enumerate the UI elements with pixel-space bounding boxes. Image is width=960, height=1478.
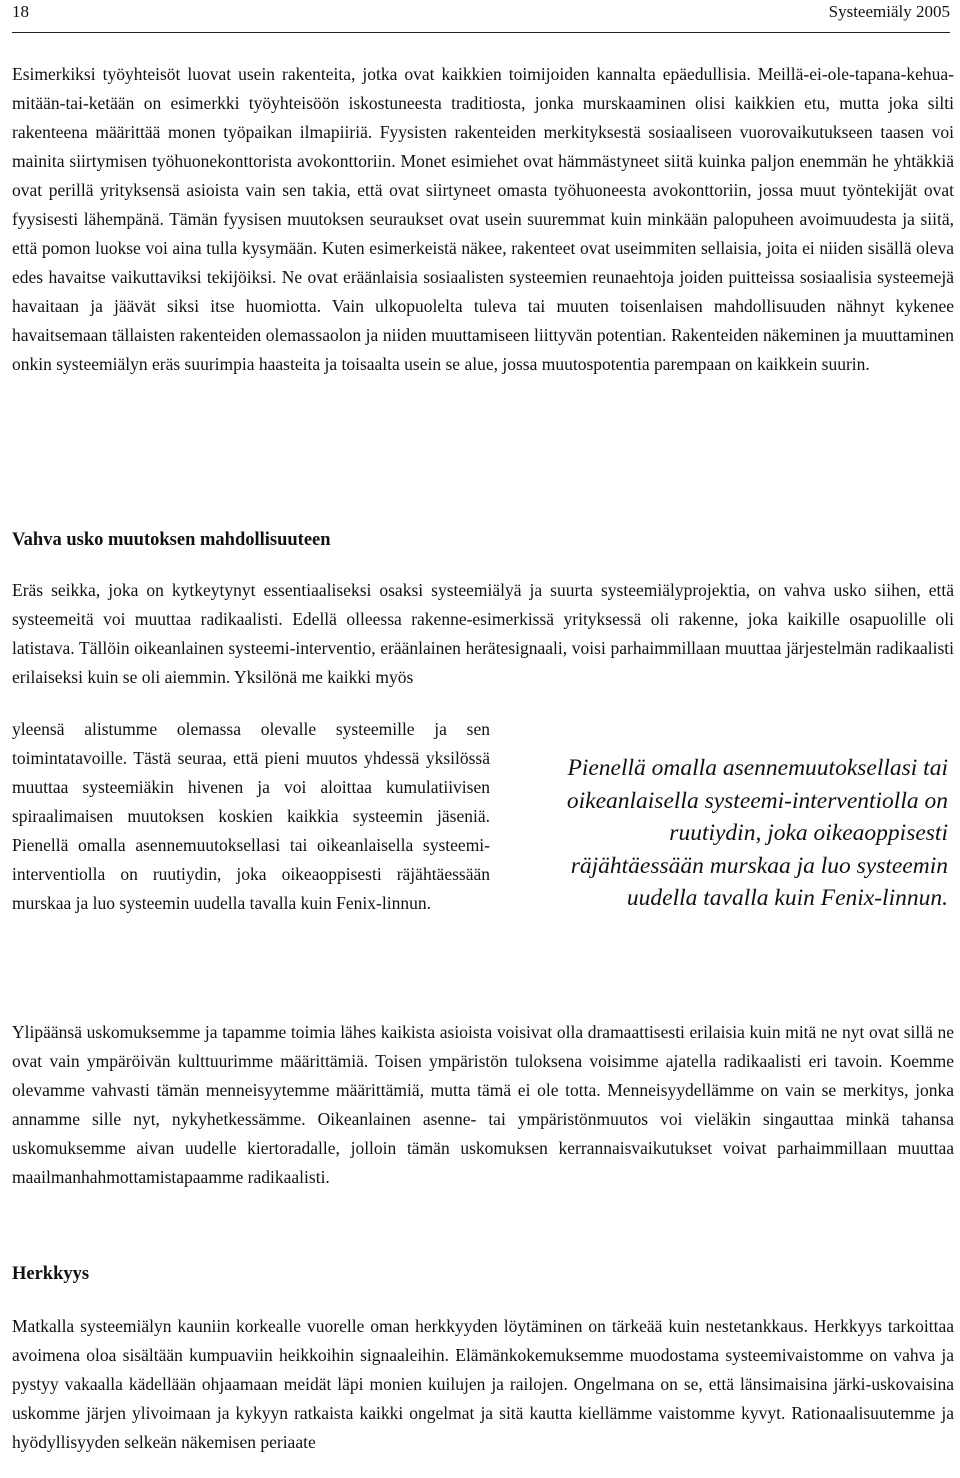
publication-title: Systeemiäly 2005: [828, 2, 950, 21]
paragraph-belief-in-change-continued: yleensä alistumme olemassa olevalle systeemille ja sen toimintatavoille. Tästä seuraa, että pieni muutos yhdessä yksilössä muuttaa systeemiäkin hivenen ja voi aloittaa kumulatiivisen spiraalimaisen muutoksen koskien kaikkia systeemin jäseniä. Pienellä omalla asennemuutoksellasi tai oikeanlaisella systeemi-interventiolla on ruutiydin, joka oikeaoppisesti räjähtäessään murskaa ja luo systeemin uudella tavalla kuin Fenix-linnun.: [12, 719, 490, 913]
paragraph-structures: Esimerkiksi työyhteisöt luovat usein rakenteita, jotka ovat kaikkien toimijoiden kannalta epäedullisia. Meillä-ei-ole-tapana-kehua-mitään-tai-ketään on esimerkki työyhteisöön iskostuneesta traditiosta, jonka murskaaminen olisi kaikkien etu, mutta joka silti rakenteena määrittää monen työpaikan ilmapiiriä. Fyysisten rakenteiden merkityksestä sosiaaliseen vuorovaikutukseen taasen voi mainita siirtymisen työhuonekonttorista avokonttoriin. Monet esimiehet ovat hämmästyneet siitä kuinka paljon enemmän he yhtäkkiä ovat perillä yrityksensä asioista vain sen takia, että ovat siirtyneet omasta työhuoneesta avokonttoriin, jossa muut työntekijät ovat fyysisesti lähempänä. Tämän fyysisen muutoksen seuraukset ovat usein suuremmat kuin minkään palopuheen avoimuudesta ja siitä, että pomon luokse voi aina tulla kysymään. Kuten esimerkeistä näkee, rakenteet ovat useimmiten sellaisia, joita ei niiden sisällä oleva edes havaitse vaikuttaviksi tekijöiksi. Ne ovat eräänlaisia sosiaalisten systeemien reunaehtoja joiden puitteissa sosiaalisia systeemejä havaitaan ja jäävät siksi itse huomiotta. Vain ulkopuolelta tuleva tai muuten toisenlaisen mahdollisuuden nähnyt kykenee havaitsemaan tällaisten rakenteiden olemassaolon ja niiden muuttamiseen liittyvän potentian. Rakenteiden näkeminen ja muuttaminen onkin systeemiälyn eräs suurimpia haasteita ja toisaalta usein se alue, jossa muutospotentia parempaan on kaikkein suurin.: [12, 64, 954, 374]
page-number: 18: [12, 2, 29, 21]
section-heading-sensitivity: Herkkyys: [12, 1264, 90, 1284]
pull-quote: Pienellä omalla asennemuutoksellasi tai oikeanlaisella systeemi-interventiolla on ruutiydin, joka oikeaoppisesti räjähtäessään murskaa ja luo systeemin uudella tavalla kuin Fenix-linnun.: [566, 755, 948, 911]
paragraph-belief-in-change: Eräs seikka, joka on kytkeytynyt essentiaaliseksi osaksi systeemiälyä ja suurta systeemiälyprojektia, on vahva usko siihen, että systeemeitä voi muuttaa radikaalisti. Edellä olleessa rakenne-esimerkissä yrityksessä oli rakenne, joka kaikille osapuolille oli latistava. Tällöin oikeanlainen systeemi-interventio, eräänlainen herätesignaali, voisi parhaimmillaan muuttaa järjestelmän radikaalisti erilaiseksi kuin se oli aiemmin. Yksilönä me kaikki myös: [12, 580, 954, 687]
section-heading-belief-in-change: Vahva usko muutoksen mahdollisuuteen: [12, 530, 331, 550]
paragraph-beliefs: Ylipäänsä uskomuksemme ja tapamme toimia lähes kaikista asioista voisivat olla dramaattisesti erilaisia kuin mitä ne nyt ovat sillä ne ovat vain ympäröivän kulttuurimme määrittämiä. Toisen ympäristön tuloksena voisimme ajatella radikaalisti eri tavoin. Koemme olevamme vahvasti tämän menneisyytemme määrittämiä, mutta tämä ei ole totta. Menneisyydellämme on vain se merkitys, jonka annamme sille nyt, nykyhetkessämme. Oikeanlainen asenne- tai ympäristönmuutos voi vieläkin singauttaa minkä tahansa uskomuksemme aivan uudelle kiertoradalle, jolloin tämän uskomuksen kerrannaisvaikutukset voivat parhaimmillaan muuttaa maailmanhahmottamistapaamme radikaalisti.: [12, 1022, 954, 1187]
page-header: [12, 0, 950, 33]
paragraph-sensitivity: Matkalla systeemiälyn kauniin korkealle vuorelle oman herkkyyden löytäminen on tärkeää kuin nestetankkaus. Herkkyys tarkoittaa avoimena oloa sisältään kumpuaviin heikkoihin signaaleihin. Elämänkokemuksemme muodostama systeemivaistomme on vahva ja pystyy vakaalla kädellään ohjaamaan meidät läpi monien kuilujen ja railojen. Ongelmana on se, että länsimaisina järki-uskovaisina uskomme järjen ylivoimaan ja kykyyn ratkaista kaikki ongelmat ja sitä kautta kiellämme vaistomme kyvyt. Rationaalisuutemme ja hyödyllisyyden selkeän näkemisen periaate: [12, 1316, 954, 1452]
